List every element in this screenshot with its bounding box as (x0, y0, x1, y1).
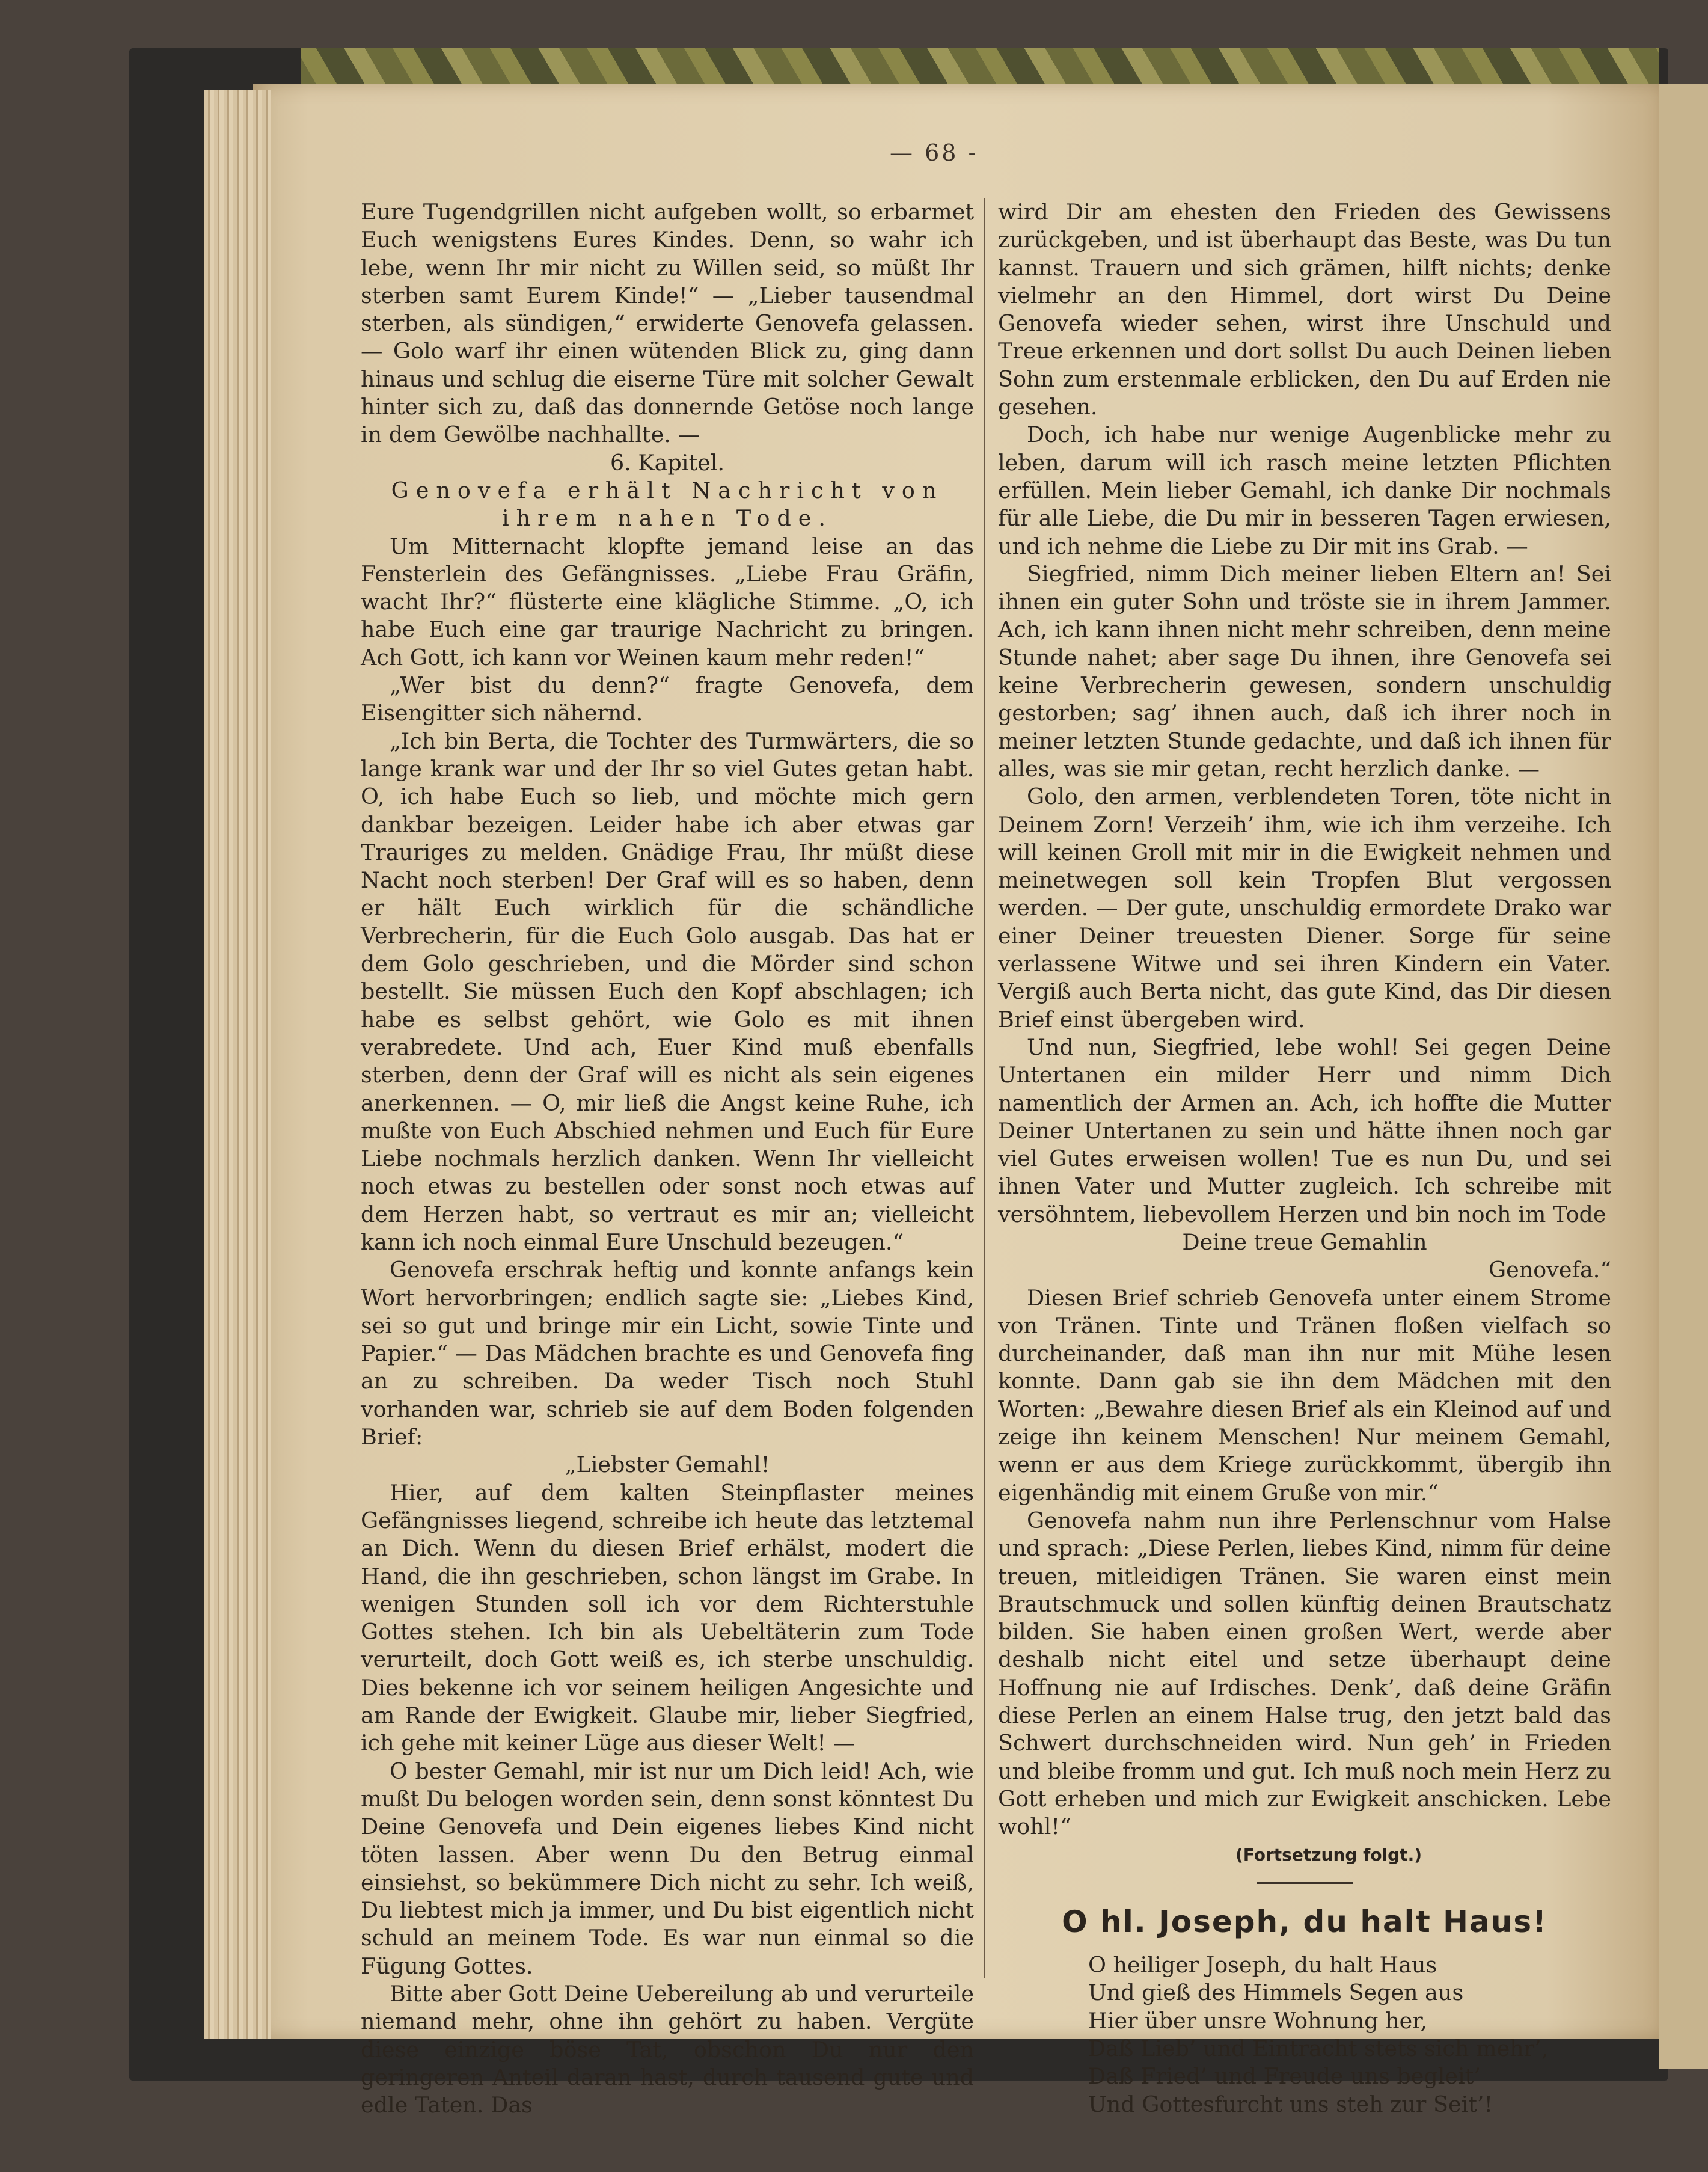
poem-line: Daß Lieb’ und Eintracht stets sich mehr’, (1088, 2035, 1549, 2061)
paragraph: Golo, den armen, verblendeten Toren, töte nicht in Deinem Zorn! Verzeih’ ihm, wie ich ihm verzeihe. Ich will keinen Groll mit mir in die Ewigkeit nehmen und meinetwegen soll kein Tropfen Blut vergossen werden. — Der gute, unschuldig ermordete Drako war einer Deiner treuesten Diener. Sorge für seine verlassene Witwe und sei ihren Kindern ein Vater. Vergiß auch Berta nicht, das gute Kind, das Dir diesen Brief einst übergeben wird. (998, 784, 1611, 1032)
poem-line: Und gieß des Himmels Segen aus (1088, 1980, 1464, 2006)
left-column (361, 198, 974, 2119)
paragraph: Bitte aber Gott Deine Uebereilung ab und verurteile niemand mehr, ohne ihn gehört zu haben. Vergüte diese einzige böse Tat, obschon Du nur den geringeren Anteil daran hast, durch tausend gute und edle Taten. Das (361, 1981, 974, 2118)
paragraph: Eure Tugendgrillen nicht aufgeben wollt, so erbarmet Euch wenigstens Eures Kindes. Denn, so wahr ich lebe, wenn Ihr mir nicht zu Willen seid, so müßt Ihr sterben samt Eurem Kinde!“ — „Lieber tausendmal sterben, als sündigen,“ erwiderte Genovefa gelassen. — Golo warf ihr einen wütenden Blick zu, ging dann hinaus und schlug die eiserne Türe mit solcher Gewalt hinter sich zu, daß das donnernde Getöse noch lange in dem Gewölbe nachhallte. — (361, 199, 974, 448)
paragraph: wird Dir am ehesten den Frieden des Gewissens zurückgeben, und ist überhaupt das Beste, was Du tun kannst. Trauern und sich grämen, hilft nichts; denke vielmehr an den Himmel, dort wirst Du Deine Genovefa wieder sehen, wirst ihre Unschuld und Treue erkennen und dort sollst Du auch Deinen lieben Sohn zum erstenmale erblicken, den Du auf Erden nie gesehen. (998, 199, 1611, 420)
facing-page-edge (1659, 84, 1708, 2069)
separator-rule (1257, 1882, 1353, 1884)
paragraph: Und nun, Siegfried, lebe wohl! Sei gegen Deine Untertanen ein milder Herr und nimm Dich namentlich der Armen an. Ach, ich hoffte die Mutter Deiner Untertanen zu sein und hätte ihnen noch gar viel Gutes erweisen wollen! Tue es nun Du, und sei ihnen Vater und Mutter zugleich. Ich schreibe mit versöhntem, liebevollem Herzen und bin noch im Tode (998, 1034, 1611, 1227)
poem-title: O hl. Joseph, du halt Haus! (1062, 1904, 1547, 1939)
paragraph: Hier, auf dem kalten Steinpflaster meines Gefängnisses liegend, schreibe ich heute das letztemal an Dich. Wenn du diesen Brief erhälst, modert die Hand, die ihn geschrieben, schon längst im Grabe. In wenigen Stunden soll ich vor dem Richterstuhle Gottes stehen. Ich bin als Uebeltäterin zum Tode verurteilt, doch Gott weiß es, ich sterbe unschuldig. Dies bekenne ich vor seinem heiligen Angesichte und am Rande der Ewigkeit. Glaube mir, lieber Siegfried, ich gehe mit keiner Lüge aus dieser Welt! — (361, 1479, 974, 1756)
paragraph: Genovefa erhält Nachricht von ihrem nahen Tode. (391, 477, 944, 532)
paragraph: Genovefa erschrak heftig und konnte anfangs kein Wort hervorbringen; endlich sagte sie: „Liebes Kind, sei so gut und bringe mir ein Licht, sowie Tinte und Papier.“ — Das Mädchen brachte es und Genovefa fing an zu schreiben. Da weder Tisch noch Stuhl vorhanden war, schrieb sie auf dem Boden folgenden Brief: (361, 1257, 974, 1450)
paragraph: Genovefa.“ (1489, 1257, 1611, 1283)
poem (998, 1951, 1611, 2118)
poem-line: Hier über unsre Wohnung her, (1088, 2007, 1428, 2034)
paragraph: Diesen Brief schrieb Genovefa unter einem Strome von Tränen. Tinte und Tränen floßen vielfach so durcheinander, daß man ihn nur mit Mühe lesen konnte. Dann gab sie ihn dem Mädchen mit den Worten: „Bewahre diesen Brief als ein Kleinod auf und zeige ihn keinem Menschen! Nur meinem Gemahl, wenn er aus dem Kriege zurückkommt, übergib ihn eigenhändig mit einem Gruße von mir.“ (998, 1284, 1611, 1506)
paragraph: 6. Kapitel. (610, 449, 725, 476)
page-edges (204, 90, 271, 2039)
right-column (998, 198, 1611, 2118)
paragraph: Genovefa nahm nun ihre Perlenschnur vom Halse und sprach: „Diese Perlen, liebes Kind, nimm für deine treuen, mitleidigen Tränen. Sie waren einst mein Brautschmuck und sollen künftig deinen Brautschatz bilden. Sie haben einen großen Wert, werde aber deshalb nicht eitel und setze überhaupt deine Hoffnung nie auf Irdisches. Denk’, daß deine Gräfin diese Perlen an einem Halse trug, den jetzt bald das Schwert durchschneiden wird. Nun geh’ in Frieden und bleibe fromm und gut. Ich muß noch mein Herz zu Gott erheben und mich zur Ewigkeit anschicken. Lebe wohl!“ (998, 1507, 1611, 1840)
paragraph: O bester Gemahl, mir ist nur um Dich leid! Ach, wie mußt Du belogen worden sein, denn sonst könntest Du Deine Genovefa und Dein eigenes liebes Kind nicht töten lassen. Aber wenn Du den Betrug einmal einsiehst, so bekümmere Dich nicht zu sehr. Ich weiß, Du liebtest mich ja immer, und Du bist eigentlich nicht schuld an meinem Tode. Es war nun einmal so die Fügung Gottes. (361, 1758, 974, 1979)
poem-line: O heiliger Joseph, du halt Haus (1088, 1952, 1437, 1978)
paragraph: „Ich bin Berta, die Tochter des Turmwärters, die so lange krank war und der Ihr so viel Gutes getan habt. O, ich habe Euch so lieb, und möchte mich gern dankbar bezeigen. Leider habe ich aber etwas gar Trauriges zu melden. Gnädige Frau, Ihr müßt diese Nacht noch sterben! Der Graf will es so haben, denn er hält Euch wirklich für die schändliche Verbrecherin, für die Euch Golo ausgab. Das hat er dem Golo geschrieben, und die Mörder sind schon bestellt. Sie müssen Euch den Kopf abschlagen; ich habe es selbst gehört, wie Golo es mit ihnen verabredete. Und ach, Euer Kind muß ebenfalls sterben, denn der Graf will es nicht als sein eigenes anerkennen. — O, mir ließ die Angst keine Ruhe, ich mußte von Euch Abschied nehmen und Euch für Eure Liebe nochmals herzlich danken. Wenn Ihr vielleicht noch etwas zu bestellen oder sonst noch etwas auf dem Herzen habt, so vertraut es mir an; vielleicht kann ich noch einmal Eure Unschuld bezeugen.“ (361, 728, 974, 1255)
paragraph: Doch, ich habe nur wenige Augenblicke mehr zu leben, darum will ich rasch meine letzten Pflichten erfüllen. Mein lieber Gemahl, ich danke Dir nochmals für alle Liebe, die Du mir in besseren Tagen erwiesen, und ich nehme die Liebe zu Dir mit ins Grab. — (998, 422, 1611, 559)
poem-line: Und Gottesfurcht uns steh zur Seit’! (1088, 2091, 1493, 2117)
paragraph: Deine treue Gemahlin (1182, 1229, 1427, 1255)
paragraph: Siegfried, nimm Dich meiner lieben Eltern an! Sei ihnen ein guter Sohn und tröste sie in ihrem Jammer. Ach, ich kann ihnen nicht mehr schreiben, denn meine Stunde nahet; aber sage Du ihnen, ihre Genovefa sei keine Verbrecherin gewesen, sondern unschuldig gestorben; sag’ ihnen auch, daß ich ihrer noch in meiner letzten Stunde gedachte, und daß ich ihnen für alles, was sie mir getan, recht herzlich danke. — (998, 560, 1611, 782)
paragraph: „Wer bist du denn?“ fragte Genovefa, dem Eisengitter sich nähernd. (361, 672, 974, 726)
column-divider (984, 198, 985, 1978)
continued-note: (Fortsetzung folgt.) (1235, 1844, 1422, 1865)
paragraph: Um Mitternacht klopfte jemand leise an das Fensterlein des Gefängnisses. „Liebe Frau Gräfin, wacht Ihr?“ flüsterte eine klägliche Stimme. „O, ich habe Euch eine gar traurige Nachricht zu bringen. Ach Gott, ich kann vor Weinen kaum mehr reden!“ (361, 533, 974, 670)
page-number: — 68 - (890, 140, 979, 166)
poem-line: Daß Fried’ und Freude uns begleit’ (1088, 2063, 1481, 2090)
paragraph: „Liebster Gemahl! (565, 1452, 770, 1478)
